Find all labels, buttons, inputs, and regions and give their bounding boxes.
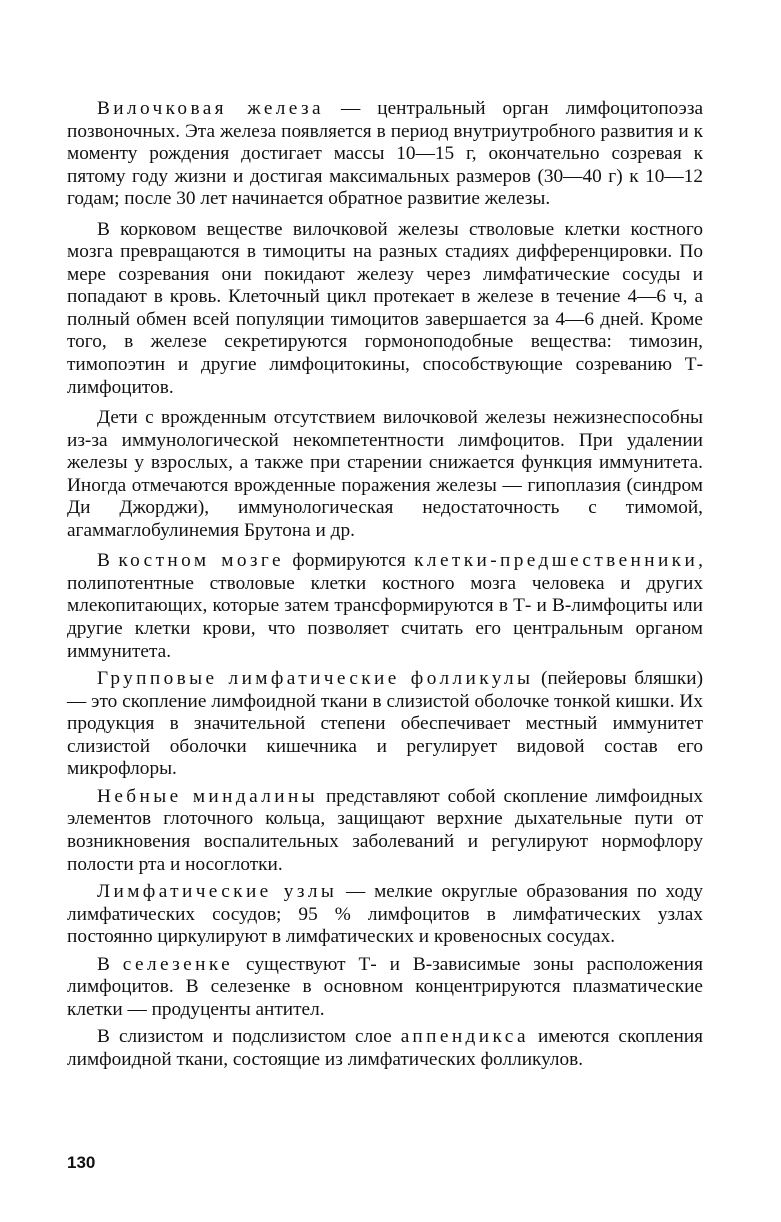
paragraph-peyer-patches — [67, 668, 703, 781]
paragraph-middle: формируются — [283, 550, 415, 572]
paragraph-text: Дети с врожденным отсутствием вилочковой железы нежизнеспособны из-за иммунологической некомпетентности лимфоцитов. При удалении железы у взрослых, а также при старении снижается функция иммунитета. Иногда отмечаются врожденные поражения железы — гипоплазия (синдром Ди Джорджи), иммунологическая недостаточность с тимомой, агаммаглобулинемия Брутона и др. — [67, 407, 703, 541]
paragraph-text: представляют собой скопление лимфоидных элементов глоточного кольца, защищают верхние дыхательные пути от возникновения воспалительных заболеваний и регулируют нормофлору полости рта и носоглотки. — [67, 785, 703, 875]
term-peyer-patches: Групповые лимфатические фолликулы — [97, 668, 534, 690]
paragraph-text: , полипотентные стволовые клетки костного мозга человека и других млекопитающих, которые затем трансформируются в Т- и В-лимфоциты или другие клетки крови, что позволяет считать его центральным органом иммунитета. — [67, 550, 703, 662]
paragraph-text: (пейеровы бляшки) — это скопление лимфоидной ткани в слизистой оболочке тонкой кишки. Их продукция в значительной степени обеспечивает местный иммунитет слизистой оболочки кишечника и регулирует видовой состав его микрофлоры. — [67, 668, 703, 780]
term-tonsils: Небные миндалины — [97, 785, 319, 807]
paragraph-thymus-cortex — [67, 219, 703, 399]
paragraph-text: В корковом веществе вилочковой железы стволовые клетки костного мозга превращаются в тимоциты на разных стадиях дифференцировки. По мере созревания они покидают железу через лимфатические сосуды и попадают в кровь. Клеточный цикл протекает в железе в течение 4—6 ч, а полный обмен всей популяции тимоцитов завершается за 4—6 дней. Кроме того, в железе секретируются гормоноподобные вещества: тимозин, тимопоэтин и другие лимфоцитокины, способствующие созреванию Т-лимфоцитов. — [67, 218, 703, 398]
page-number: 130 — [67, 1153, 96, 1172]
paragraph-prefix: В слизистом и подслизистом слое — [97, 1026, 401, 1048]
paragraph-thymus — [67, 98, 703, 211]
paragraph-prefix: В — [97, 550, 119, 572]
term-precursor-cells: клетки-предшественники — [414, 550, 699, 572]
term-spleen: селезенке — [122, 953, 234, 975]
paragraph-thymus-deficiency — [67, 407, 703, 542]
paragraph-text: имеются скопления лимфоидной ткани, состоящие из лимфатических фолликулов. — [67, 1026, 703, 1070]
paragraph-lymph-nodes — [67, 881, 703, 949]
paragraph-tonsils — [67, 786, 703, 876]
term-thymus: Вилочковая железа — [97, 98, 324, 119]
term-lymph-nodes: Лимфатические узлы — [97, 881, 338, 903]
paragraph-text: существуют Т- и В-зависимые зоны расположения лимфоцитов. В селезенке в основном концентрируются плазматические клетки — продуценты антител. — [67, 953, 703, 1020]
paragraph-bone-marrow — [67, 550, 703, 663]
paragraph-appendix — [67, 1026, 703, 1071]
term-appendix: аппендикса — [400, 1026, 529, 1048]
paragraph-text: — центральный орган лимфоцитопоэза позвоночных. Эта железа появляется в период внутриутробного развития и к моменту рождения достигает массы 10—15 г, окончательно созревая к пятому году жизни и достигая максимальных размеров (30—40 г) к 10—12 годам; после 30 лет начинается обратное развитие железы. — [67, 98, 704, 210]
page-body — [67, 98, 703, 1076]
paragraph-spleen — [67, 954, 703, 1022]
term-bone-marrow: костном мозге — [118, 550, 284, 572]
paragraph-text: — мелкие округлые образования по ходу лимфатических сосудов; 95 % лимфоцитов в лимфатических узлах постоянно циркулируют в лимфатических и кровеносных сосудах. — [67, 881, 703, 948]
paragraph-prefix: В — [97, 953, 123, 975]
